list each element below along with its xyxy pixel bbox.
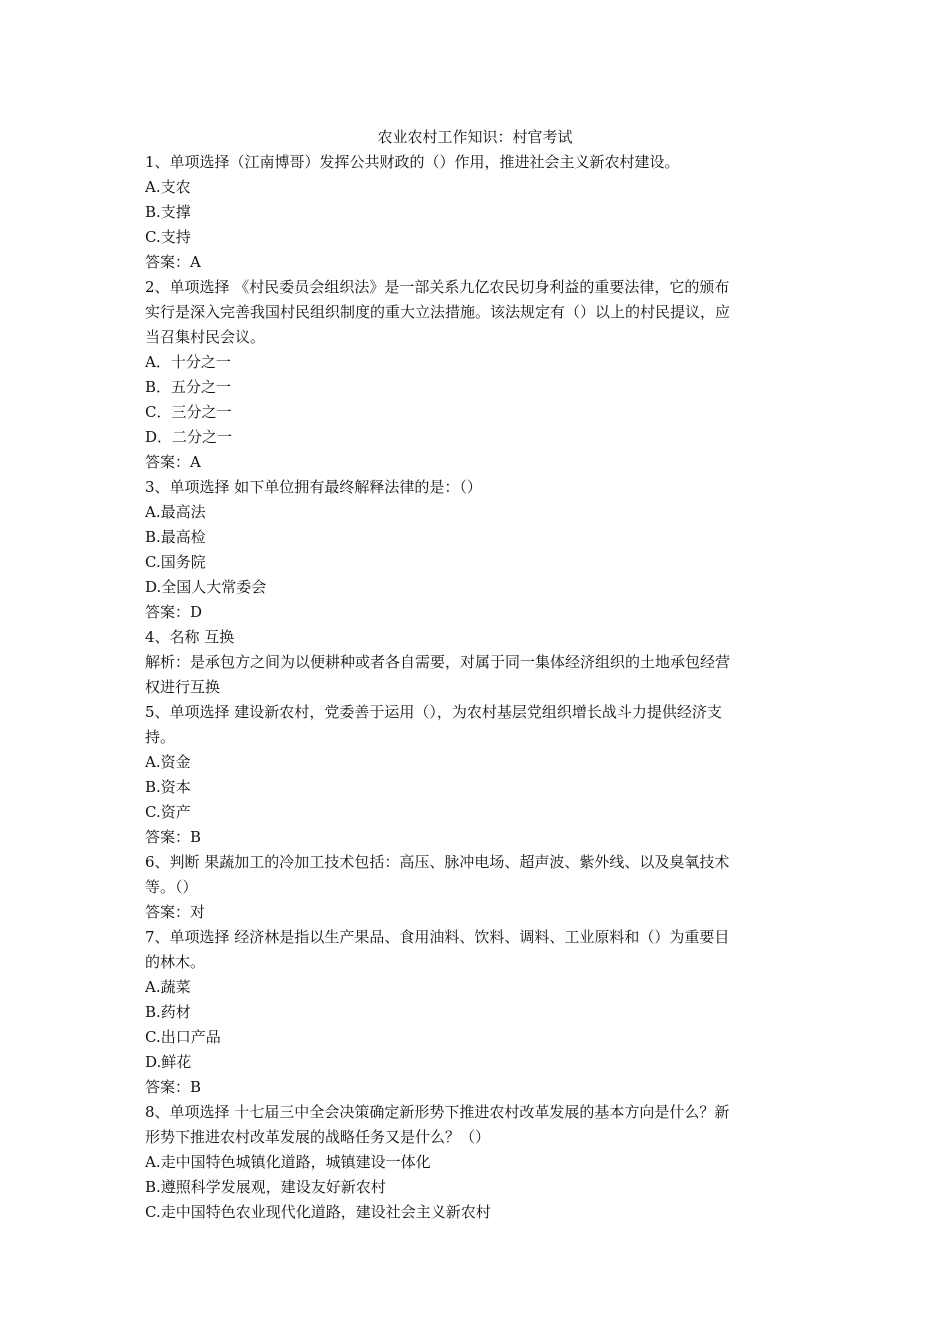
question-7-option-d: D.鲜花: [145, 1053, 192, 1071]
question-3-answer: 答案：D: [145, 603, 203, 621]
question-6-answer: 答案：对: [145, 903, 206, 921]
question-2-stem-line-1: 2、单项选择 《村民委员会组织法》是一部关系九亿农民切身利益的重要法律，它的颁布: [145, 278, 730, 296]
question-7-option-b: B.药材: [145, 1003, 191, 1021]
question-3-stem: 3、单项选择 如下单位拥有最终解释法律的是：（）: [145, 478, 482, 496]
question-3-option-b: B.最高检: [145, 528, 206, 546]
document-title: 农业农村工作知识：村官考试: [377, 128, 573, 146]
question-7-answer: 答案：B: [145, 1078, 202, 1096]
question-1-option-c: C.支持: [145, 228, 191, 246]
question-2-option-d: D．二分之一: [145, 428, 233, 446]
question-7-stem-line-1: 7、单项选择 经济林是指以生产果品、食用油料、饮料、调料、工业原料和（）为重要目: [145, 928, 730, 946]
question-5-option-a: A.资金: [145, 753, 191, 771]
question-8-stem-line-1: 8、单项选择 十七届三中全会决策确定新形势下推进农村改革发展的基本方向是什么？新: [145, 1103, 730, 1121]
question-4-explanation-line-2: 权进行互换: [145, 678, 221, 696]
question-7-option-c: C.出口产品: [145, 1028, 221, 1046]
question-1-stem: 1、单项选择（江南博哥）发挥公共财政的（）作用，推进社会主义新农村建设。: [145, 153, 680, 171]
question-5-stem-line-1: 5、单项选择 建设新农村，党委善于运用（），为农村基层党组织增长战斗力提供经济支: [145, 703, 722, 721]
question-8-stem-line-2: 形势下推进农村改革发展的战略任务又是什么？（）: [145, 1128, 491, 1146]
question-5-option-c: C.资产: [145, 803, 191, 821]
question-3-option-a: A.最高法: [145, 503, 206, 521]
question-2-stem-line-3: 当召集村民会议。: [145, 328, 266, 346]
question-1-option-a: A.支农: [145, 178, 191, 196]
question-8-option-c: C.走中国特色农业现代化道路，建设社会主义新农村: [145, 1203, 491, 1221]
question-1-option-b: B.支撑: [145, 203, 191, 221]
question-2-option-b: B．五分之一: [145, 378, 232, 396]
question-3-option-d: D.全国人大常委会: [145, 578, 267, 596]
question-6-stem-line-2: 等。（）: [145, 878, 198, 896]
question-2-option-a: A．十分之一: [145, 353, 231, 371]
question-2-answer: 答案：A: [145, 453, 201, 471]
document-body: [145, 150, 815, 1225]
question-8-option-a: A.走中国特色城镇化道路，城镇建设一体化: [145, 1153, 431, 1171]
question-2-stem-line-2: 实行是深入完善我国村民组织制度的重大立法措施。该法规定有（）以上的村民提议，应: [145, 303, 731, 321]
question-1-answer: 答案：A: [145, 253, 201, 271]
question-7-option-a: A.蔬菜: [145, 978, 191, 996]
question-4-explanation-line-1: 解析：是承包方之间为以便耕种或者各自需要，对属于同一集体经济组织的土地承包经营: [145, 653, 731, 671]
question-5-stem-line-2: 持。: [145, 728, 176, 746]
question-7-stem-line-2: 的林木。: [145, 953, 206, 971]
question-3-option-c: C.国务院: [145, 553, 206, 571]
question-5-option-b: B.资本: [145, 778, 191, 796]
question-8-option-b: B.遵照科学发展观，建设友好新农村: [145, 1178, 386, 1196]
question-5-answer: 答案：B: [145, 828, 202, 846]
question-2-option-c: C．三分之一: [145, 403, 232, 421]
question-6-stem-line-1: 6、判断 果蔬加工的冷加工技术包括：高压、脉冲电场、超声波、紫外线、以及臭氧技术: [145, 853, 730, 871]
question-4-stem: 4、名称 互换: [145, 628, 235, 646]
